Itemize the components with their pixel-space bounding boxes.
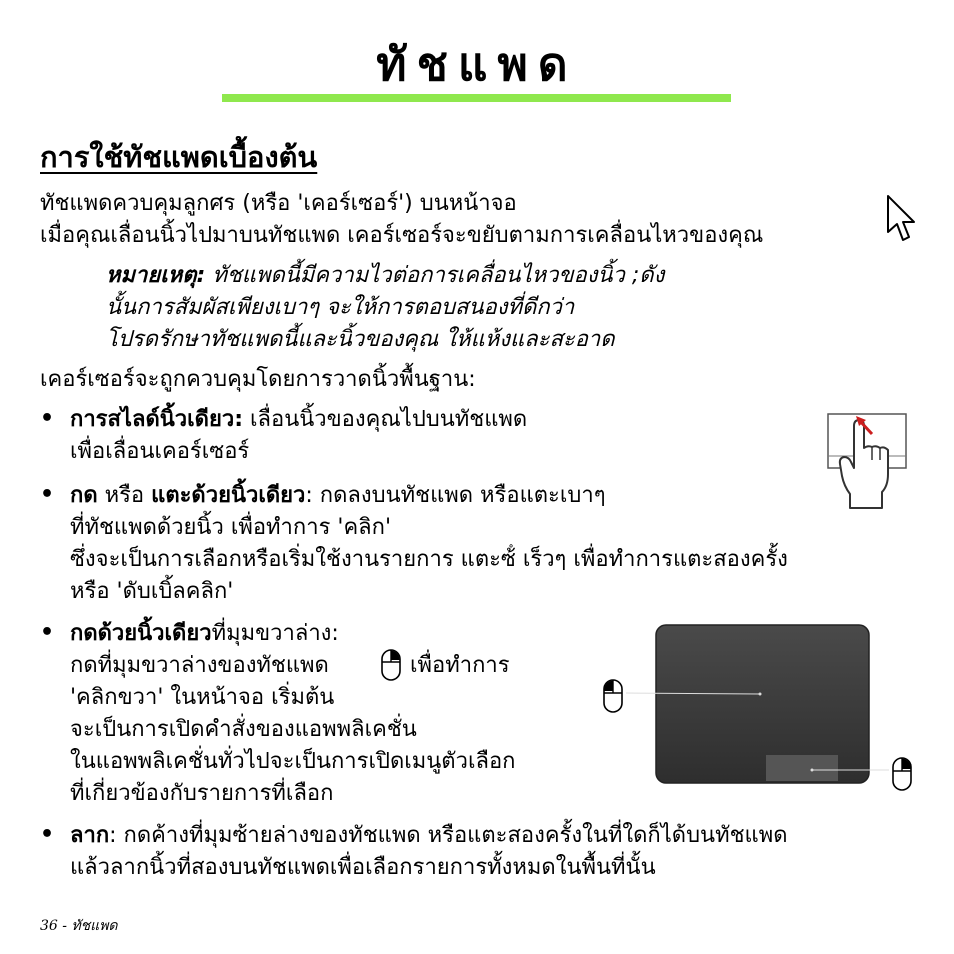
drag-line-2: แล้วลากนิ้วที่สองบนทัชแพดเพื่อเลือกรายการทั้งหมดในพื้นที่นั้น <box>70 855 656 880</box>
page-footer: 36 - ทัชแพด <box>40 918 118 934</box>
bullet-marker: • <box>40 620 55 645</box>
cursor-arrow-icon <box>886 194 916 244</box>
intro-line-1: ทัชแพดควบคุมลูกศร (หรือ 'เคอร์เซอร์') บนหน้าจอ <box>40 191 517 216</box>
corner-label: กดด้วยนิ้วเดียว <box>70 621 212 646</box>
mouse-right-click-icon <box>893 758 911 790</box>
bullet-marker: • <box>40 822 55 847</box>
tap-label-2: แตะด้วยนิ้วเดียว <box>151 483 306 508</box>
corner-line-2a: กดที่มุมขวาล่างของทัชแพด <box>70 653 329 678</box>
slide-line-1 <box>70 404 527 436</box>
mouse-icon <box>380 648 402 682</box>
note-line-3: โปรดรักษาทัชแพดนี้และนิ้วของคุณ ให้แห้งและสะอาด <box>106 327 615 352</box>
tap-label-1: กด <box>70 483 98 508</box>
lead-text: เคอร์เซอร์จะถูกควบคุมโดยการวาดนิ้วพื้นฐาน: <box>40 367 476 392</box>
mouse-left-click-icon <box>604 680 622 712</box>
tap-line-3: ซึ่งจะเป็นการเลือกหรือเริ่มใช้งานรายการ แตะซ้ํ เร็วๆ เพื่อทำการแตะสองครั้ง <box>70 547 788 572</box>
corner-text-1: ที่มุมขวาล่าง: <box>211 621 339 646</box>
drag-label: ลาก <box>70 823 110 848</box>
note-text-1: ทัชแพดนี้มีความไวต่อการเคลื่อนไหวของนิ้ว ;ดัง <box>205 263 665 288</box>
drag-text-1: : กดค้างที่มุมซ้ายล่างของทัชแพด หรือแตะสองครั้งในที่ใดก็ได้บนทัชแพด <box>109 823 788 848</box>
finger-swipe-icon <box>826 412 908 512</box>
note-label: หมายเหตุ: <box>106 263 206 288</box>
tap-text-1: : กดลงบนทัชแพด หรือแตะเบาๆ <box>305 483 606 508</box>
page-title: ทัชแพด <box>376 37 578 91</box>
tap-or: หรือ <box>97 483 152 508</box>
corner-line-3: 'คลิกขวา' ในหน้าจอ เริ่มต้น <box>70 685 335 710</box>
corner-line-6: ที่เกี่ยวข้องกับรายการที่เลือก <box>70 781 334 806</box>
slide-label: การสไลด์นิ้วเดียว: <box>70 407 243 432</box>
slide-line-2: เพื่อเลื่อนเคอร์เซอร์ <box>70 439 250 464</box>
corner-line-4: จะเป็นการเปิดคำสั่งของแอพพลิเคชั่น <box>70 717 417 742</box>
bullet-marker: • <box>40 482 55 507</box>
corner-line-1 <box>70 618 339 650</box>
slide-text-1: เลื่อนนิ้วของคุณไปบนทัชแพด <box>243 407 528 432</box>
intro-line-2: เมื่อคุณเลื่อนนิ้วไปมาบนทัชแพด เคอร์เซอร์จะขยับตามการเคลื่อนไหวของคุณ <box>40 223 764 248</box>
title-divider <box>222 94 731 102</box>
note-line-1 <box>106 260 664 292</box>
note-line-2: นั้นการสัมผัสเพียงเบาๆ จะให้การตอบสนองที่ดีกว่า <box>106 295 575 320</box>
touchpad-illustration <box>600 622 920 794</box>
tap-line-2: ที่ทัชแพดด้วยนิ้ว เพื่อทำการ 'คลิก' <box>70 515 392 540</box>
tap-line-1 <box>70 480 606 512</box>
corner-line-5: ในแอพพลิเคชั่นทั่วไปจะเป็นการเปิดเมนูตัวเลือก <box>70 749 516 774</box>
bullet-marker: • <box>40 406 55 431</box>
corner-line-2b: เพื่อทำการ <box>410 653 510 678</box>
touchpad-right-corner <box>766 755 838 781</box>
drag-line-1 <box>70 820 788 852</box>
tap-line-4: หรือ 'ดับเบิ้ลคลิก' <box>70 579 234 604</box>
section-title: การใช้ทัชแพดเบื้องต้น <box>40 140 318 174</box>
